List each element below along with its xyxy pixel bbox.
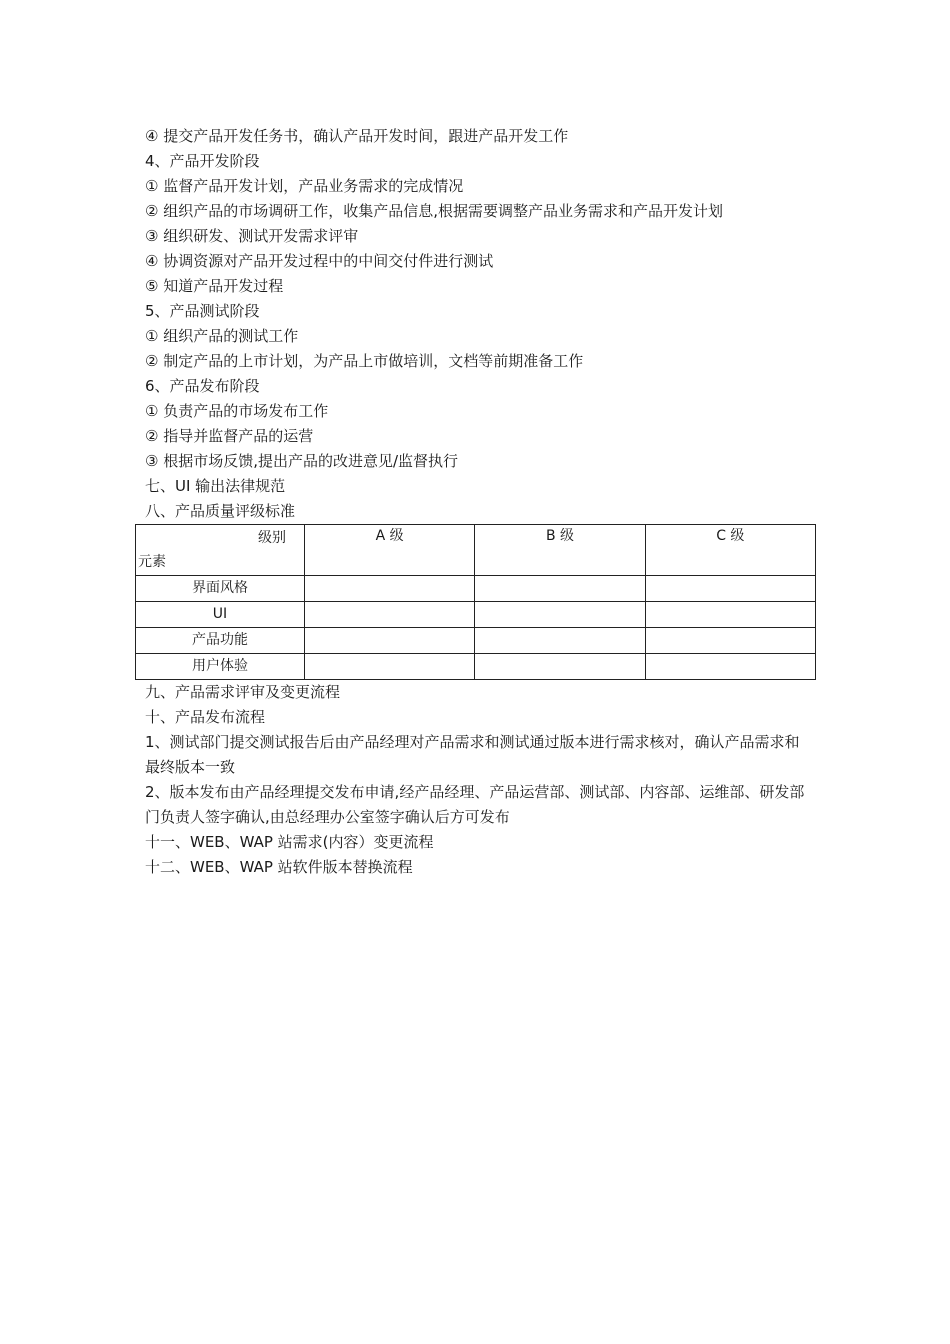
paragraph: 2、版本发布由产品经理提交发布申请,经产品经理、产品运营部、测试部、内容部、运维部、研发部门负责人签字确认,由总经理办公室签字确认后方可发布: [145, 783, 805, 826]
quality-grade-table: [135, 524, 816, 680]
document-page: [138, 124, 825, 880]
table-cell: [475, 602, 645, 628]
text-line: ① 负责产品的市场发布工作: [145, 402, 329, 420]
table-row: [136, 654, 816, 680]
section-after: [145, 680, 825, 880]
chapter-heading: 九、产品需求评审及变更流程: [145, 683, 341, 701]
text-line: ③ 组织研发、测试开发需求评审: [145, 227, 359, 245]
table-row: [136, 628, 816, 654]
table-cell: [475, 654, 645, 680]
column-header-a: A 级: [305, 525, 475, 576]
table-corner-cell: [136, 525, 305, 576]
section-heading: 6、产品发布阶段: [145, 377, 260, 395]
table-row: [136, 576, 816, 602]
text-line: ④ 协调资源对产品开发过程中的中间交付件进行测试: [145, 252, 494, 270]
text-line: ① 监督产品开发计划，产品业务需求的完成情况: [145, 177, 464, 195]
table-cell: [645, 602, 815, 628]
table-cell: [645, 576, 815, 602]
text-line: ② 指导并监督产品的运营: [145, 427, 314, 445]
table-header-row: [136, 525, 816, 576]
table-cell: [475, 628, 645, 654]
text-line: ② 制定产品的上市计划，为产品上市做培训，文档等前期准备工作: [145, 352, 584, 370]
section-heading: 5、产品测试阶段: [145, 302, 260, 320]
column-header-b: B 级: [475, 525, 645, 576]
row-label: UI: [136, 602, 305, 628]
chapter-heading: 十一、WEB、WAP 站需求(内容）变更流程: [145, 833, 434, 851]
table-cell: [645, 628, 815, 654]
section-heading: 4、产品开发阶段: [145, 152, 260, 170]
table-cell: [305, 576, 475, 602]
row-label: 用户体验: [136, 654, 305, 680]
table-cell: [305, 602, 475, 628]
chapter-heading: 十二、WEB、WAP 站软件版本替换流程: [145, 858, 413, 876]
text-line: ① 组织产品的测试工作: [145, 327, 299, 345]
corner-label-level: 级别: [258, 530, 286, 546]
column-header-c: C 级: [645, 525, 815, 576]
text-line: ③ 根据市场反馈,提出产品的改进意见/监督执行: [145, 452, 459, 470]
row-label: 界面风格: [136, 576, 305, 602]
row-label: 产品功能: [136, 628, 305, 654]
paragraph: 1、测试部门提交测试报告后由产品经理对产品需求和测试通过版本进行需求核对，确认产品需求和最终版本一致: [145, 733, 800, 776]
text-line: ④ 提交产品开发任务书，确认产品开发时间，跟进产品开发工作: [145, 127, 569, 145]
text-line: ⑤ 知道产品开发过程: [145, 277, 284, 295]
table-row: [136, 602, 816, 628]
section-before: [145, 124, 825, 524]
table-cell: [645, 654, 815, 680]
table-cell: [305, 654, 475, 680]
table-cell: [305, 628, 475, 654]
chapter-heading: 八、产品质量评级标准: [145, 502, 296, 520]
chapter-heading: 七、UI 输出法律规范: [145, 477, 286, 495]
chapter-heading: 十、产品发布流程: [145, 708, 266, 726]
text-line: ② 组织产品的市场调研工作，收集产品信息,根据需要调整产品业务需求和产品开发计划: [145, 202, 723, 220]
table-cell: [475, 576, 645, 602]
corner-label-element: 元素: [138, 554, 166, 570]
